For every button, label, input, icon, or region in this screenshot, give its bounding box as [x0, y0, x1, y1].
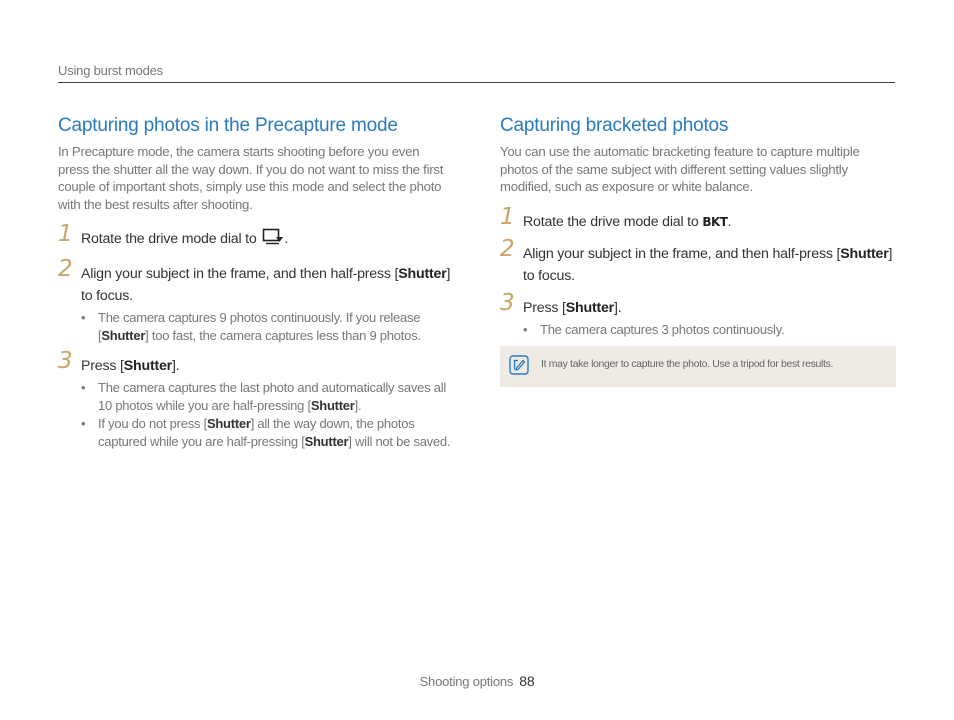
bullet-text-mid: ] all the way down, the photos captured while you are half-pressing [	[98, 416, 415, 450]
shutter-key: Shutter	[101, 328, 146, 344]
step-number: 2	[500, 235, 515, 262]
shutter-key: Shutter	[840, 245, 889, 262]
bracketing-intro: You can use the automatic bracketing feature to capture multiple photos of the same subject with different setting values slightly modified, such as exposure or white balance.	[500, 144, 860, 195]
bracketing-title: Capturing bracketed photos	[500, 115, 729, 136]
step-number: 3	[58, 348, 73, 375]
step-text-end: ] to focus.	[81, 266, 451, 305]
list-item	[81, 415, 453, 451]
step-number: 1	[58, 221, 73, 248]
bracketing-step-3-notes	[500, 321, 896, 339]
step-suffix: .	[284, 231, 289, 248]
step-text: Press [	[81, 358, 124, 375]
step-suffix: .	[727, 213, 732, 230]
section-label: Using burst modes	[58, 63, 163, 78]
shutter-key: Shutter	[565, 299, 615, 316]
precapture-step-2	[58, 256, 453, 307]
precapture-title: Capturing photos in the Precapture mode	[58, 115, 398, 136]
precapture-step-3-notes	[58, 379, 453, 451]
precapture-mode-icon	[262, 228, 284, 253]
precapture-section	[58, 114, 453, 451]
bullet-text: If you do not press [	[98, 416, 207, 432]
shutter-key: Shutter	[206, 416, 251, 432]
tip-note	[500, 346, 896, 387]
step-text: Press [	[523, 299, 566, 316]
list-item: • The camera captures 3 photos continuously.	[523, 321, 896, 339]
bullet-text: The camera captures the last photo and automatically saves all 10 photos while you are half-pressing [	[98, 380, 446, 414]
tip-text: It may take longer to capture the photo. Use a tripod for best results.	[541, 358, 834, 370]
bracketing-step-2	[500, 235, 896, 287]
bracketing-step-1	[500, 203, 896, 233]
step-text: Rotate the drive mode dial to	[81, 231, 261, 248]
precapture-step-2-notes	[58, 309, 453, 345]
bullet-text-end: ] will not be saved.	[348, 434, 451, 450]
bracketing-section	[500, 114, 896, 339]
page-number: 88	[519, 673, 535, 689]
bullet-text-end: ] too fast, the camera captures less than 9 photos.	[145, 328, 421, 344]
step-text: Rotate the drive mode dial to	[523, 213, 703, 230]
step-text: Align your subject in the frame, and then half-press [	[81, 266, 399, 283]
bracketing-step-3	[500, 289, 896, 319]
step-text-end: ].	[172, 358, 180, 375]
precapture-step-1	[58, 221, 453, 253]
step-text: Align your subject in the frame, and then half-press [	[523, 245, 841, 262]
list-item	[81, 309, 453, 345]
list-item	[81, 379, 453, 415]
step-number: 3	[500, 289, 515, 316]
step-text-end: ] to focus.	[523, 245, 893, 284]
precapture-step-3	[58, 348, 453, 377]
shutter-key: Shutter	[123, 358, 173, 375]
header-divider	[58, 82, 895, 83]
step-number: 1	[500, 203, 515, 230]
precapture-intro: In Precapture mode, the camera starts shooting before you even press the shutter all the way down. If you do not want to miss the first couple of important shots, simply use this mode and select the photo with the best results after shooting.	[58, 144, 444, 212]
footer-section-label: Shooting options	[419, 674, 514, 689]
bkt-mode-label: BKT	[702, 214, 728, 229]
note-pencil-icon	[509, 355, 529, 375]
step-text-end: ].	[614, 299, 622, 316]
page-footer	[0, 673, 954, 689]
bullet-text: The camera captures 9 photos continuously. If you release [	[98, 310, 421, 344]
shutter-key: Shutter	[310, 398, 355, 414]
step-number: 2	[58, 256, 73, 283]
shutter-key: Shutter	[304, 434, 349, 450]
bullet-text-end: ].	[354, 398, 362, 414]
shutter-key: Shutter	[398, 266, 447, 283]
